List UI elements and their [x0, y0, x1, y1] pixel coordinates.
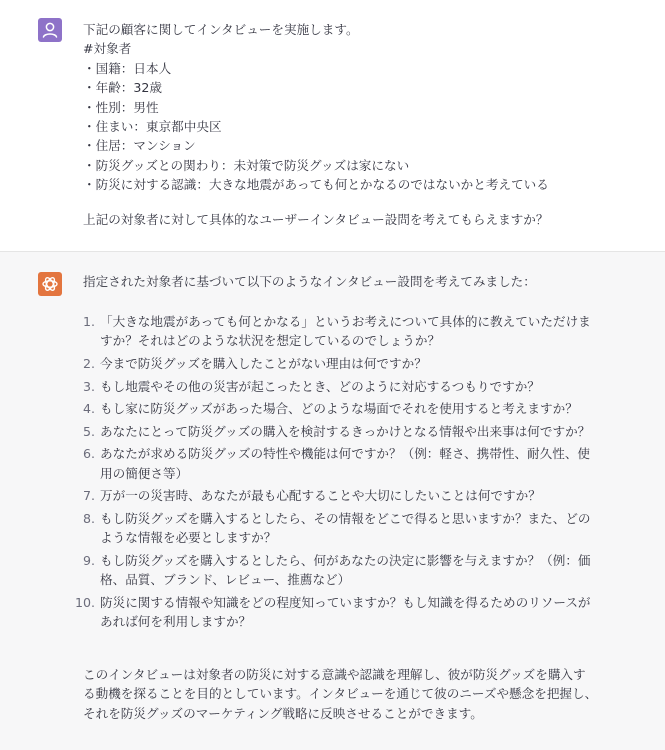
list-item [70, 377, 630, 396]
list-number: 3. [82, 378, 95, 394]
list-number: 8. [82, 510, 95, 526]
question-list [70, 312, 630, 635]
list-item-line: 格、品質、ブランド、レビュー、推薦など） [100, 572, 351, 588]
openai-logo-icon [38, 272, 62, 296]
list-item [70, 354, 630, 373]
list-number: 1. [82, 314, 95, 329]
user-line: #対象者 [83, 41, 132, 57]
user-line: ・防災グッズとの関わり：未対策で防災グッズは家にない [83, 157, 410, 173]
user-line: ・国籍：日本人 [83, 60, 172, 76]
list-item-line: もし防災グッズを購入するとしたら、その情報をどこで得ると思いますか？また、どの [100, 510, 591, 526]
outro-line: る動機を探ることを目的としています。インタビューを通じて彼のニーズや懸念を把握し、 [83, 686, 598, 702]
user-line: ・年齢：32歳 [83, 80, 162, 96]
list-number: 4. [82, 401, 95, 417]
user-closing-line: 上記の対象者に対して具体的なユーザーインタビュー設問を考えてもらえますか？ [83, 211, 549, 227]
assistant-avatar [38, 272, 62, 296]
outro-line: それを防災グッズのマーケティング戦略に反映させることができます。 [83, 705, 483, 721]
list-number: 5. [82, 423, 95, 439]
list-item [70, 509, 630, 548]
list-item [70, 551, 630, 590]
user-message-text [83, 20, 643, 229]
user-avatar [38, 18, 62, 42]
outro-line: このインタビューは対象者の防災に対する意識や認識を理解し、彼が防災グッズを購入す [83, 667, 586, 682]
list-item-line: 「大きな地震があっても何とかなる」というお考えについて具体的に教えていただけま [100, 314, 591, 329]
list-item [70, 444, 630, 483]
user-line: ・防災に対する認識：大きな地震があっても何とかなるのではないかと考えている [83, 177, 549, 193]
user-line: ・性別：男性 [83, 99, 159, 115]
list-item-line: あれば何を利用しますか？ [100, 614, 252, 630]
user-line: 下記の顧客に関してインタビューを実施します。 [83, 22, 359, 37]
list-item-line: 今まで防災グッズを購入したことがない理由は何ですか？ [100, 356, 427, 371]
list-item-line: 万が一の災害時、あなたが最も心配することや大切にしたいことは何ですか？ [100, 488, 541, 504]
list-item-line: もし防災グッズを購入するとしたら、何があなたの決定に影響を与えますか？（例：価 [100, 552, 591, 568]
user-icon [38, 18, 62, 42]
list-number: 2. [82, 356, 95, 371]
list-number: 10. [74, 594, 95, 610]
list-item-line: もし家に防災グッズがあった場合、どのような場面でそれを使用すると考えますか？ [100, 401, 578, 417]
user-line: ・住まい：東京都中央区 [83, 118, 222, 134]
assistant-outro [83, 665, 597, 723]
list-item-line: 用の簡便さ等） [100, 465, 189, 481]
list-item-line: あなたにとって防災グッズの購入を検討するきっかけとなる情報や出来事は何ですか？ [100, 423, 591, 439]
list-item-line: もし地震やその他の災害が起こったとき、どのように対応するつもりですか？ [100, 378, 540, 394]
assistant-intro: 指定された対象者に基づいて以下のようなインタビュー設問を考えてみました： [83, 274, 536, 289]
list-item-line: すか？それはどのような状況を想定しているのでしょうか？ [100, 333, 441, 349]
list-item [70, 593, 630, 632]
list-item-line: 防災に関する情報や知識をどの程度知っていますか？もし知識を得るためのリソースが [100, 594, 591, 610]
list-item [70, 486, 630, 505]
list-item [70, 312, 630, 351]
list-number: 6. [82, 446, 95, 462]
list-number: 7. [82, 488, 95, 504]
list-item [70, 399, 630, 418]
user-line: ・住居：マンション [83, 138, 196, 154]
list-item-line: あなたが求める防災グッズの特性や機能は何ですか？（例：軽さ、携帯性、耐久性、使 [100, 446, 591, 462]
list-item [70, 422, 630, 441]
list-number: 9. [82, 552, 95, 568]
list-item-line: ような情報を必要としますか？ [100, 530, 277, 546]
